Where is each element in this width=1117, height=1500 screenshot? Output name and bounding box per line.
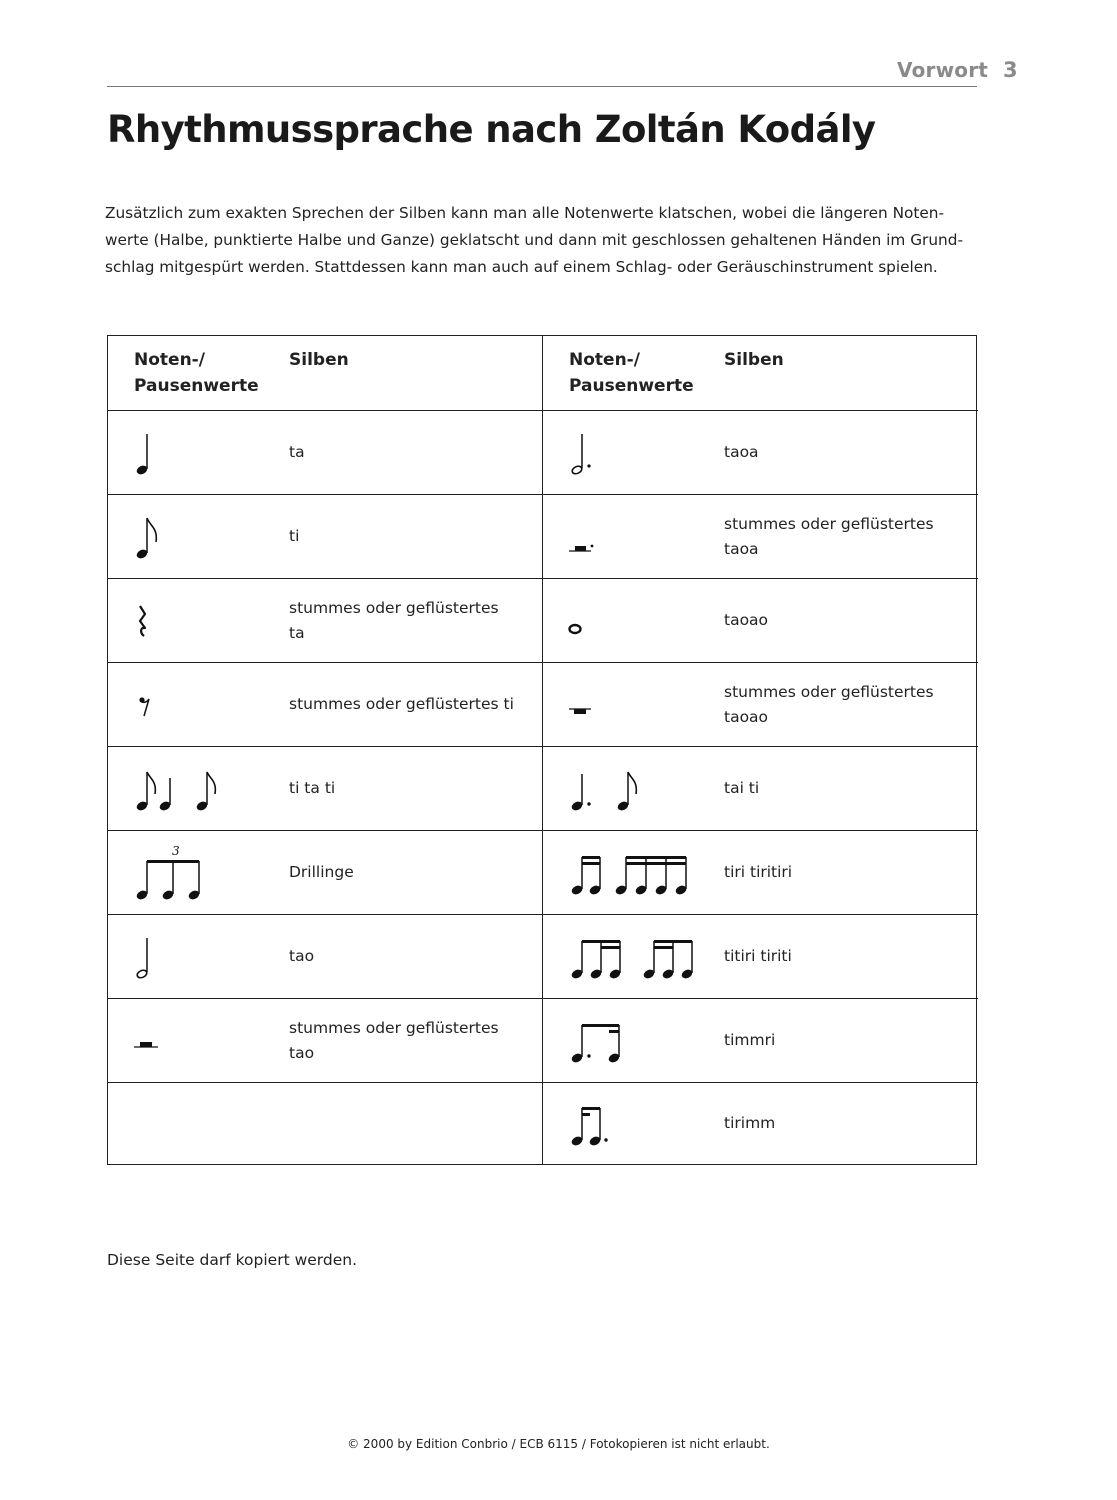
- syllable: tai ti: [724, 779, 760, 797]
- header-rule: [107, 86, 977, 87]
- table-row: [108, 1083, 542, 1164]
- copy-permission-note: Diese Seite darf kopiert werden.: [107, 1251, 358, 1269]
- table-row: [543, 663, 978, 747]
- syllable: tao: [289, 947, 315, 965]
- table-row: [108, 915, 542, 999]
- quarter-note-icon: [132, 411, 172, 494]
- header-syllables: Silben: [289, 350, 349, 370]
- table-header-row: [543, 336, 978, 411]
- table-row: [543, 411, 978, 495]
- page-number: 3: [1003, 58, 1018, 82]
- syllable: titiri tiriti: [724, 947, 792, 965]
- syllable: timmri: [724, 1031, 776, 1049]
- table-left-column: [108, 336, 543, 1164]
- syllable: stummes oder geflüstertes taoao: [724, 682, 934, 726]
- table-row: [543, 579, 978, 663]
- header-syllables: Silben: [724, 350, 784, 370]
- syllable: stummes oder geflüstertes taoa: [724, 514, 934, 558]
- header-notes: Noten-/ Pausenwerte: [569, 350, 694, 396]
- syllable: taoao: [724, 611, 769, 629]
- table-header-row: [108, 336, 542, 411]
- rhythm-table: [107, 335, 977, 1165]
- table-row: [108, 579, 542, 663]
- eighth-quarter-eighth-icon: [132, 747, 232, 830]
- half-note-icon: [132, 915, 172, 998]
- table-row: [108, 663, 542, 747]
- copyright: © 2000 by Edition Conbrio / ECB 6115 / Fotokopieren ist nicht erlaubt.: [347, 1437, 770, 1451]
- dotted-half-note-icon: [567, 411, 607, 494]
- table-row: [108, 999, 542, 1083]
- table-row: [543, 1083, 978, 1164]
- syllable: ti: [289, 527, 300, 545]
- page-title: Rhythmussprache nach Zoltán Kodály: [107, 108, 876, 151]
- table-row: [543, 747, 978, 831]
- table-row: [543, 495, 978, 579]
- syllable: tiri tiritiri: [724, 863, 793, 881]
- quarter-rest-icon: [132, 579, 172, 662]
- syllable: taoa: [724, 443, 759, 461]
- triplet-icon: [132, 831, 212, 914]
- table-row: [108, 831, 542, 915]
- dotted-quarter-eighth-icon: [567, 747, 647, 830]
- dotted-eighth-sixteenth-icon: [567, 999, 647, 1082]
- eighth-rest-icon: [132, 663, 172, 746]
- table-row: [108, 495, 542, 579]
- syllable: tirimm: [724, 1114, 776, 1132]
- eighth-sixteenth-groups-icon: [567, 915, 702, 998]
- table-row: [543, 915, 978, 999]
- table-row: [108, 747, 542, 831]
- intro-paragraph: Zusätzlich zum exakten Sprechen der Silben kann man alle Notenwerte klatschen, wobei die längeren Noten-werte (Halbe, punktierte Halbe und Ganze) geklatscht und dann mit geschlossen gehaltenen Händen im Grund-schlag mitgespürt werden. Stattdessen kann man auch auf einem Schlag- oder Geräuschinstrument spielen.: [105, 204, 963, 276]
- table-row: [543, 999, 978, 1083]
- syllable: Drillinge: [289, 863, 354, 881]
- table-right-column: [543, 336, 978, 1164]
- syllable: ta: [289, 443, 305, 461]
- half-rest-icon: [132, 999, 172, 1082]
- whole-rest-icon: [567, 663, 607, 746]
- whole-note-icon: [567, 579, 607, 662]
- table-row: [108, 411, 542, 495]
- dotted-half-rest-icon: [567, 495, 607, 578]
- sixteenth-groups-icon: [567, 831, 697, 914]
- syllable: stummes oder geflüstertes ta: [289, 598, 499, 642]
- syllable: stummes oder geflüstertes ti: [289, 695, 514, 713]
- svg-text:3: 3: [172, 843, 180, 858]
- table-row: [543, 831, 978, 915]
- header-notes: Noten-/ Pausenwerte: [134, 350, 259, 396]
- section-label: Vorwort: [897, 58, 989, 82]
- eighth-note-icon: [132, 495, 172, 578]
- sixteenth-dotted-eighth-icon: [567, 1083, 627, 1164]
- syllable: ti ta ti: [289, 779, 336, 797]
- syllable: stummes oder geflüstertes tao: [289, 1018, 499, 1062]
